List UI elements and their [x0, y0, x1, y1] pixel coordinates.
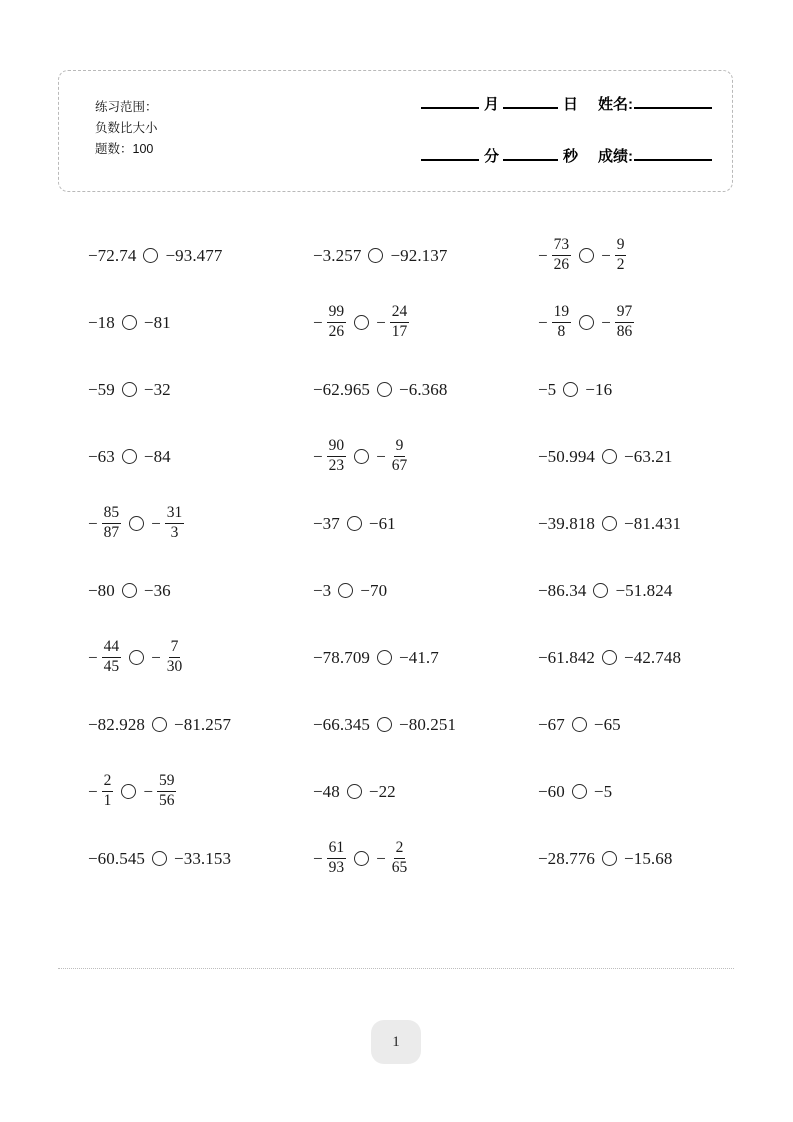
operand-left	[88, 505, 122, 541]
minus-sign: −	[538, 313, 548, 332]
operand-value: −81	[143, 313, 171, 332]
minus-sign: −	[313, 313, 323, 332]
footer-divider	[58, 968, 734, 969]
name-label: 姓名:	[598, 96, 633, 113]
comparison-answer-circle[interactable]	[602, 449, 617, 464]
operand-right	[174, 850, 231, 867]
practice-scope-label: 练习范围：	[95, 100, 158, 114]
time-field-row	[367, 145, 712, 185]
operand-right	[390, 247, 447, 264]
problem-item	[88, 758, 313, 825]
operand-right	[594, 716, 621, 733]
comparison-answer-circle[interactable]	[368, 248, 383, 263]
operand-right	[594, 783, 612, 800]
minus-sign: −	[143, 782, 153, 801]
problems-grid	[0, 222, 793, 892]
fraction-denominator: 93	[328, 858, 345, 876]
operand-left	[88, 716, 145, 733]
problem-item	[538, 423, 763, 490]
operand-value: −65	[593, 715, 621, 734]
comparison-answer-circle[interactable]	[152, 717, 167, 732]
problem-item	[313, 691, 538, 758]
minus-sign: −	[151, 514, 161, 533]
operand-right	[376, 438, 410, 474]
fraction-denominator: 26	[553, 255, 570, 273]
operand-value: −60.545	[88, 849, 146, 868]
comparison-answer-circle[interactable]	[122, 315, 137, 330]
problem-item	[88, 423, 313, 490]
operand-right	[151, 639, 185, 675]
minus-sign: −	[88, 648, 98, 667]
problem-item	[88, 691, 313, 758]
operand-value: −61	[368, 514, 396, 533]
operand-value: −37	[313, 514, 340, 533]
operand-value: −16	[585, 380, 613, 399]
comparison-answer-circle[interactable]	[347, 516, 362, 531]
minus-sign: −	[601, 246, 611, 265]
comparison-answer-circle[interactable]	[129, 516, 144, 531]
fraction	[552, 304, 572, 340]
operand-right	[615, 582, 672, 599]
operand-value: −62.965	[313, 380, 371, 399]
comparison-answer-circle[interactable]	[122, 382, 137, 397]
problem-item	[538, 289, 763, 356]
operand-right	[624, 448, 672, 465]
fraction-denominator: 8	[557, 322, 566, 340]
problem-item	[538, 825, 763, 892]
problem-count-label: 题数：100	[95, 142, 154, 156]
operand-right	[143, 773, 177, 809]
operand-value: −6.368	[399, 380, 448, 399]
fraction-numerator: 24	[390, 304, 410, 323]
month-blank[interactable]	[421, 107, 479, 109]
operand-left	[538, 381, 556, 398]
operand-value: −82.928	[88, 715, 146, 734]
operand-value: −39.818	[538, 514, 596, 533]
minus-sign: −	[88, 782, 98, 801]
problem-item	[88, 490, 313, 557]
fraction	[157, 773, 177, 809]
comparison-answer-circle[interactable]	[602, 851, 617, 866]
operand-value: −66.345	[313, 715, 371, 734]
problem-item	[313, 423, 538, 490]
fraction	[102, 639, 122, 675]
operand-right	[601, 304, 635, 340]
operand-value: −78.709	[313, 648, 371, 667]
operand-right	[585, 381, 612, 398]
day-unit-label: 日	[562, 96, 578, 113]
fraction-denominator: 67	[391, 456, 408, 474]
fraction-numerator: 9	[394, 438, 406, 457]
operand-value: −93.477	[165, 246, 223, 265]
fraction-denominator: 3	[170, 523, 179, 541]
second-blank[interactable]	[503, 159, 558, 161]
minus-sign: −	[313, 849, 323, 868]
fraction-denominator: 86	[616, 322, 633, 340]
fraction-denominator: 87	[103, 523, 120, 541]
operand-right	[174, 716, 231, 733]
operand-value: −81.431	[624, 514, 682, 533]
fraction-numerator: 7	[169, 639, 181, 658]
score-label: 成绩:	[598, 148, 633, 165]
comparison-answer-circle[interactable]	[377, 382, 392, 397]
operand-right	[165, 247, 222, 264]
operand-left	[538, 649, 595, 666]
operand-left	[88, 582, 115, 599]
operand-left	[88, 773, 114, 809]
operand-left	[313, 649, 370, 666]
fraction-numerator: 2	[102, 773, 114, 792]
operand-left	[313, 304, 347, 340]
operand-value: −51.824	[615, 581, 673, 600]
operand-value: −72.74	[88, 246, 137, 265]
minus-sign: −	[376, 849, 386, 868]
minus-sign: −	[601, 313, 611, 332]
fraction-numerator: 85	[102, 505, 122, 524]
problem-item	[538, 758, 763, 825]
operand-value: −80	[88, 581, 115, 600]
problem-item	[538, 624, 763, 691]
operand-left	[313, 438, 347, 474]
operand-left	[538, 237, 572, 273]
operand-value: −86.34	[538, 581, 587, 600]
operand-value: −3	[313, 581, 332, 600]
operand-right	[624, 649, 681, 666]
operand-left	[538, 850, 595, 867]
page-number: 1	[392, 1033, 400, 1050]
fraction-denominator: 17	[391, 322, 408, 340]
operand-right	[399, 716, 456, 733]
operand-value: −70	[360, 581, 388, 600]
fraction-denominator: 30	[166, 657, 183, 675]
operand-left	[88, 247, 136, 264]
fraction-denominator: 65	[391, 858, 408, 876]
header-fields	[367, 93, 712, 185]
operand-value: −5	[593, 782, 613, 801]
operand-right	[144, 448, 171, 465]
minus-sign: −	[151, 648, 161, 667]
fraction-numerator: 19	[552, 304, 572, 323]
fraction-numerator: 31	[165, 505, 185, 524]
operand-right	[601, 237, 627, 273]
minus-sign: −	[538, 246, 548, 265]
problem-item	[313, 289, 538, 356]
worksheet-header-box	[58, 70, 733, 192]
operand-right	[369, 783, 396, 800]
comparison-answer-circle[interactable]	[338, 583, 353, 598]
operand-value: −59	[88, 380, 115, 399]
operand-left	[313, 381, 370, 398]
minute-unit-label: 分	[483, 148, 499, 165]
operand-left	[88, 448, 115, 465]
problem-item	[538, 490, 763, 557]
operand-right	[369, 515, 396, 532]
problem-item	[313, 825, 538, 892]
operand-left	[538, 582, 586, 599]
operand-value: −18	[88, 313, 115, 332]
operand-value: −36	[143, 581, 171, 600]
date-field-row	[367, 93, 712, 133]
name-blank[interactable]	[634, 107, 712, 109]
comparison-answer-circle[interactable]	[347, 784, 362, 799]
operand-left	[88, 639, 122, 675]
comparison-answer-circle[interactable]	[377, 650, 392, 665]
comparison-answer-circle[interactable]	[572, 717, 587, 732]
minus-sign: −	[313, 447, 323, 466]
page-number-badge	[371, 1020, 421, 1064]
day-blank[interactable]	[503, 107, 558, 109]
operand-value: −61.842	[538, 648, 596, 667]
problem-item	[88, 222, 313, 289]
problem-item	[538, 691, 763, 758]
fraction-denominator: 2	[616, 255, 625, 273]
fraction	[327, 304, 347, 340]
operand-value: −5	[538, 380, 557, 399]
comparison-answer-circle[interactable]	[579, 315, 594, 330]
operand-value: −60	[538, 782, 565, 801]
problem-item	[313, 557, 538, 624]
fraction-denominator: 23	[328, 456, 345, 474]
operand-value: −81.257	[174, 715, 232, 734]
score-blank[interactable]	[634, 159, 712, 161]
fraction	[390, 304, 410, 340]
fraction-denominator: 45	[103, 657, 120, 675]
comparison-answer-circle[interactable]	[563, 382, 578, 397]
operand-right	[151, 505, 185, 541]
problem-item	[88, 356, 313, 423]
operand-left	[538, 448, 595, 465]
minus-sign: −	[376, 447, 386, 466]
operand-value: −84	[143, 447, 171, 466]
operand-value: −42.748	[624, 648, 682, 667]
fraction	[102, 773, 114, 809]
fraction-denominator: 26	[328, 322, 345, 340]
fraction-numerator: 99	[327, 304, 347, 323]
fraction-numerator: 44	[102, 639, 122, 658]
operand-left	[88, 850, 145, 867]
minus-sign: −	[88, 514, 98, 533]
problem-item	[538, 222, 763, 289]
fraction	[390, 840, 410, 876]
operand-left	[313, 515, 340, 532]
problem-item	[313, 490, 538, 557]
comparison-answer-circle[interactable]	[354, 851, 369, 866]
comparison-answer-circle[interactable]	[572, 784, 587, 799]
fraction	[165, 505, 185, 541]
comparison-answer-circle[interactable]	[593, 583, 608, 598]
problem-item	[88, 825, 313, 892]
comparison-answer-circle[interactable]	[602, 650, 617, 665]
minute-blank[interactable]	[421, 159, 479, 161]
fraction	[390, 438, 410, 474]
minus-sign: −	[376, 313, 386, 332]
operand-value: −48	[313, 782, 340, 801]
problem-item	[88, 624, 313, 691]
problem-item	[313, 624, 538, 691]
operand-right	[624, 850, 672, 867]
fraction-denominator: 56	[158, 791, 175, 809]
comparison-answer-circle[interactable]	[354, 315, 369, 330]
fraction	[327, 840, 347, 876]
problem-item	[313, 356, 538, 423]
comparison-answer-circle[interactable]	[122, 583, 137, 598]
operand-left	[313, 716, 370, 733]
operand-right	[376, 304, 410, 340]
comparison-answer-circle[interactable]	[152, 851, 167, 866]
operand-right	[144, 314, 171, 331]
operand-value: −41.7	[399, 648, 439, 667]
operand-right	[399, 649, 439, 666]
problem-item	[538, 557, 763, 624]
fraction-numerator: 97	[615, 304, 635, 323]
operand-value: −33.153	[174, 849, 232, 868]
operand-left	[538, 515, 595, 532]
fraction-numerator: 90	[327, 438, 347, 457]
operand-value: −28.776	[538, 849, 596, 868]
problem-item	[538, 356, 763, 423]
operand-left	[538, 783, 565, 800]
operand-value: −22	[368, 782, 396, 801]
operand-left	[538, 716, 565, 733]
operand-left	[313, 247, 361, 264]
operand-right	[399, 381, 447, 398]
operand-right	[144, 582, 171, 599]
problem-item	[88, 557, 313, 624]
practice-topic-label: 负数比大小	[95, 121, 158, 135]
operand-right	[624, 515, 681, 532]
comparison-answer-circle[interactable]	[143, 248, 158, 263]
comparison-answer-circle[interactable]	[129, 650, 144, 665]
problem-item	[313, 758, 538, 825]
fraction-numerator: 59	[157, 773, 177, 792]
fraction	[327, 438, 347, 474]
fraction	[615, 237, 627, 273]
operand-left	[313, 840, 347, 876]
fraction	[102, 505, 122, 541]
second-unit-label: 秒	[562, 148, 578, 165]
problem-item	[313, 222, 538, 289]
operand-left	[88, 381, 115, 398]
fraction	[165, 639, 185, 675]
operand-value: −15.68	[624, 849, 673, 868]
operand-right	[360, 582, 387, 599]
operand-value: −67	[538, 715, 565, 734]
operand-value: −63.21	[624, 447, 673, 466]
month-unit-label: 月	[483, 96, 499, 113]
operand-value: −63	[88, 447, 115, 466]
comparison-answer-circle[interactable]	[122, 449, 137, 464]
comparison-answer-circle[interactable]	[121, 784, 136, 799]
fraction-numerator: 9	[615, 237, 627, 256]
operand-right	[376, 840, 410, 876]
comparison-answer-circle[interactable]	[354, 449, 369, 464]
operand-value: −3.257	[313, 246, 362, 265]
fraction-numerator: 61	[327, 840, 347, 859]
operand-value: −80.251	[399, 715, 457, 734]
operand-value: −50.994	[538, 447, 596, 466]
operand-left	[313, 783, 340, 800]
operand-value: −92.137	[390, 246, 448, 265]
fraction-numerator: 73	[552, 237, 572, 256]
comparison-answer-circle[interactable]	[602, 516, 617, 531]
operand-value: −32	[143, 380, 171, 399]
comparison-answer-circle[interactable]	[579, 248, 594, 263]
operand-right	[144, 381, 171, 398]
practice-meta	[95, 97, 158, 160]
fraction	[552, 237, 572, 273]
fraction-numerator: 2	[394, 840, 406, 859]
operand-left	[313, 582, 331, 599]
problem-item	[88, 289, 313, 356]
operand-left	[538, 304, 572, 340]
comparison-answer-circle[interactable]	[377, 717, 392, 732]
fraction	[615, 304, 635, 340]
fraction-denominator: 1	[103, 791, 112, 809]
operand-left	[88, 314, 115, 331]
